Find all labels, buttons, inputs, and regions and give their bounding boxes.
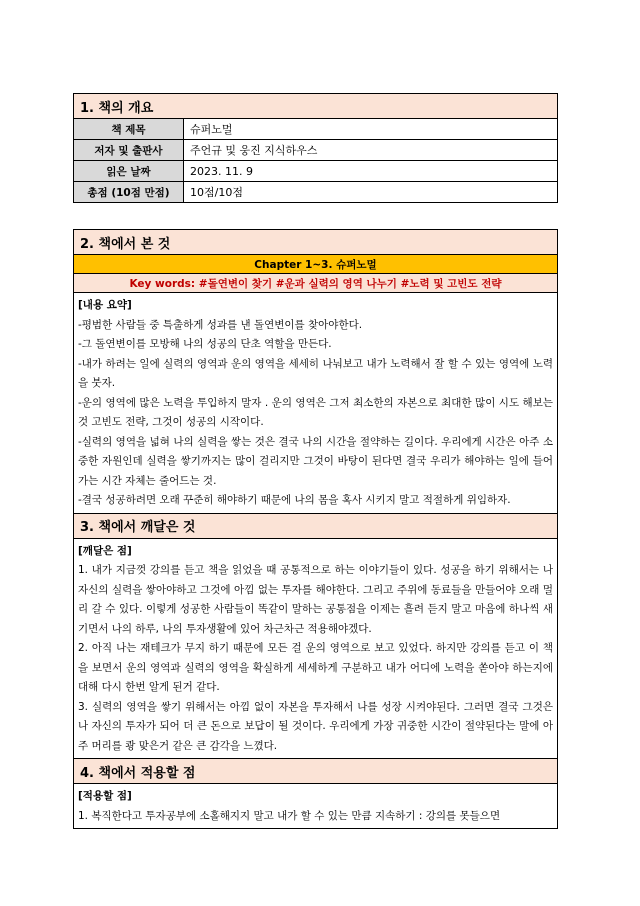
author-label: 저자 및 출판사 [74,140,184,161]
realized-line: 2. 아직 나는 재테크가 무지 하기 때문에 모든 걸 운의 영역으로 보고 있었다. 하지만 강의를 듣고 이 책을 보면서 운의 영역과 실력의 영역을 확실하게 세세하게 구분하고 내가 어디에 노력을 쏟아야 하는지에 대해 다시 한번 알게 된거 같다. [78,642,553,693]
overview-table [73,93,558,203]
summary-cell [74,293,558,514]
summary-title: [내용 요약] [78,299,132,311]
realized-cell [74,538,558,759]
realized-line: 1. 내가 지금껏 강의를 듣고 책을 읽었을 때 공통적으로 하는 이야기들이 있다. 성공을 하기 위해서는 나 자신의 실력을 쌓아야하고 그것에 아낌 없는 투자를 해야한다. 그리고 주위에 동료들을 만들어야 오래 멀리 갈 수 있다. 이렇게 성공한 사람들이 똑같이 말하는 공통점을 이제는 흘려 듣지 말고 마음에 하나씩 새기면서 나의 하루, 나의 투자생활에 있어 차근차근 적용해야겠다. [78,564,553,635]
author-value: 주언규 및 웅진 지식하우스 [184,140,558,161]
chapter-title: Chapter 1~3. 슈퍼노멀 [74,255,558,274]
apply-title: [적용할 점] [78,790,132,802]
overview-row [74,119,558,140]
seen-heading: 2. 책에서 본 것 [74,230,558,255]
realized-title: [깨달은 점] [78,544,132,557]
review-table [73,229,558,829]
keywords: Key words: #돌연변이 찾기 #운과 실력의 영역 나누기 #노력 및 고빈도 전략 [74,274,558,293]
summary-line: -실력의 영역을 넓혀 나의 실력을 쌓는 것은 결국 나의 시간을 절약하는 길이다. 우리에게 시간은 아주 소중한 자원인데 실력을 쌓기까지는 많이 걸리지만 그것이 바탕이 된다면 결국 우리가 해야하는 일에 들어가는 시간 자체는 줄어드는 것. [78,435,553,487]
summary-line: -평범한 사람들 중 특출하게 성과를 낸 돌연변이를 찾아야한다. [78,318,363,331]
overview-row [74,140,558,161]
summary-line: -그 돌연변이를 모방해 나의 성공의 단초 역할을 만든다. [78,338,332,350]
summary-line: -결국 성공하려면 오래 꾸준히 해야하기 때문에 나의 몸을 혹사 시키지 말고 적절하게 위임하자. [78,494,511,506]
summary-line: -내가 하려는 일에 실력의 영역과 운의 영역을 세세히 나눠보고 내가 노력해서 잘 할 수 있는 영역에 노력을 붓자. [78,357,553,389]
book-title-label: 책 제목 [74,119,184,140]
apply-heading: 4. 책에서 적용할 점 [74,759,558,784]
read-date-label: 읽은 날짜 [74,161,184,182]
overview-row [74,161,558,182]
summary-line: -운의 영역에 많은 노력을 투입하지 말자 . 운의 영역은 그저 최소한의 자본으로 최대한 많이 시도 해보는 것 고빈도 전략, 그것이 성공의 시작이다. [78,396,553,428]
overview-row [74,182,558,203]
score-label: 총점 (10점 만점) [74,182,184,203]
realized-line: 3. 실력의 영역을 쌓기 위해서는 아낌 없이 자본을 투자해서 나를 성장 시켜야된다. 그러면 결국 그것은 나 자신의 투자가 되어 더 큰 돈으로 보답이 될 것이다. 우리에게 가장 귀중한 시간이 절약된다는 말에 아주 머리를 쾅 맞은거 같은 큰 감각을 느꼈다. [78,700,553,752]
apply-line: 1. 복직한다고 투자공부에 소홀해지지 말고 내가 할 수 있는 만큼 지속하기 : 강의를 못들으면 [78,809,501,822]
overview-heading: 1. 책의 개요 [74,94,558,119]
book-title-value: 슈퍼노멀 [184,119,558,140]
apply-cell [74,784,558,829]
realized-heading: 3. 책에서 깨달은 것 [74,513,558,538]
score-value: 10점/10점 [184,182,558,203]
read-date-value: 2023. 11. 9 [184,161,558,182]
